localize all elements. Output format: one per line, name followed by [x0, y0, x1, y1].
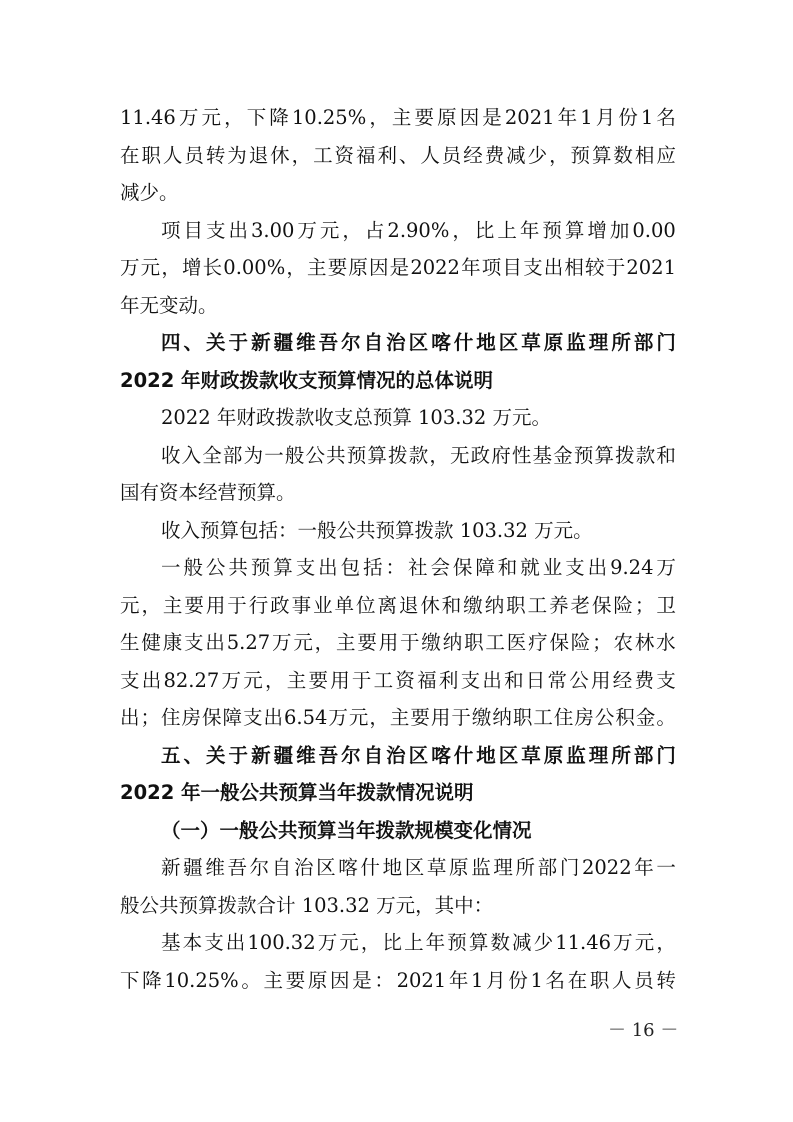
- text-line: 新 疆 维 吾 尔 自 治 区 喀 什 地 区 草 原 监 理 所 部 门 2022 年 一: [161, 856, 676, 879]
- text-line: 国有资本经营预算。: [120, 481, 296, 504]
- text-line: 11.46 万 元 ， 下 降 10.25% ， 主 要 原 因 是 2021 年 1 月 份 1 名: [120, 106, 676, 129]
- text-line: 万 元 ， 增 长 0.00% ， 主 要 原 因 是 2022 年 项 目 支 出 相 较 于 2021: [120, 256, 676, 279]
- text-line: 四 、 关 于 新 疆 维 吾 尔 自 治 区 喀 什 地 区 草 原 监 理 所 部 门: [161, 331, 676, 354]
- text-line: 基 本 支 出 100.32 万 元 ， 比 上 年 预 算 数 减 少 11.46 万 元 ，: [161, 931, 676, 954]
- text-line: 收 入 全 部 为 一 般 公 共 预 算 拨 款 ， 无 政 府 性 基 金 预 算 拨 款 和: [161, 443, 676, 467]
- text-line: 收入预算包括：一般公共预算拨款 103.32 万元。: [161, 518, 593, 542]
- text-line: 般公共预算拨款合计 103.32 万元，其中：: [120, 893, 494, 917]
- text-line: 元 ， 主 要 用 于 行 政 事 业 单 位 离 退 休 和 缴 纳 职 工 养 老 保 险 ； 卫: [120, 593, 676, 617]
- text-line: 2022 年一般公共预算当年拨款情况说明: [120, 781, 474, 804]
- text-line: 生 健 康 支 出 5.27 万 元 ， 主 要 用 于 缴 纳 职 工 医 疗 保 险 ； 农 林 水: [120, 631, 676, 654]
- page-number: － 16 －: [608, 1020, 679, 1041]
- text-line: （一）一般公共预算当年拨款规模变化情况: [161, 818, 532, 842]
- text-line: 年无变动。: [120, 293, 218, 317]
- text-line: 减少。: [120, 181, 179, 204]
- text-line: 下 降 10.25% 。 主 要 原 因 是 ： 2021 年 1 月 份 1 名 在 职 人 员 转: [120, 968, 676, 992]
- text-line: 项 目 支 出 3.00 万 元 ， 占 2.90% ， 比 上 年 预 算 增 加 0.00: [161, 218, 676, 242]
- text-line: 在 职 人 员 转 为 退 休 ， 工 资 福 利 、 人 员 经 费 减 少 ， 预 算 数 相 应: [120, 143, 676, 167]
- text-line: 五 、 关 于 新 疆 维 吾 尔 自 治 区 喀 什 地 区 草 原 监 理 所 部 门: [161, 743, 676, 767]
- text-line: 2022 年财政拨款收支总预算 103.32 万元。: [161, 406, 551, 429]
- text-line: 2022 年财政拨款收支预算情况的总体说明: [120, 368, 494, 392]
- text-line: 出 ； 住 房 保 障 支 出 6.54 万 元 ， 主 要 用 于 缴 纳 职 工 住 房 公 积 金 。: [120, 706, 676, 729]
- text-line: 一 般 公 共 预 算 支 出 包 括 ： 社 会 保 障 和 就 业 支 出 9.24 万: [161, 556, 676, 579]
- text-line: 支 出 82.27 万 元 ， 主 要 用 于 工 资 福 利 支 出 和 日 常 公 用 经 费 支: [120, 668, 676, 692]
- document-body: [120, 99, 676, 999]
